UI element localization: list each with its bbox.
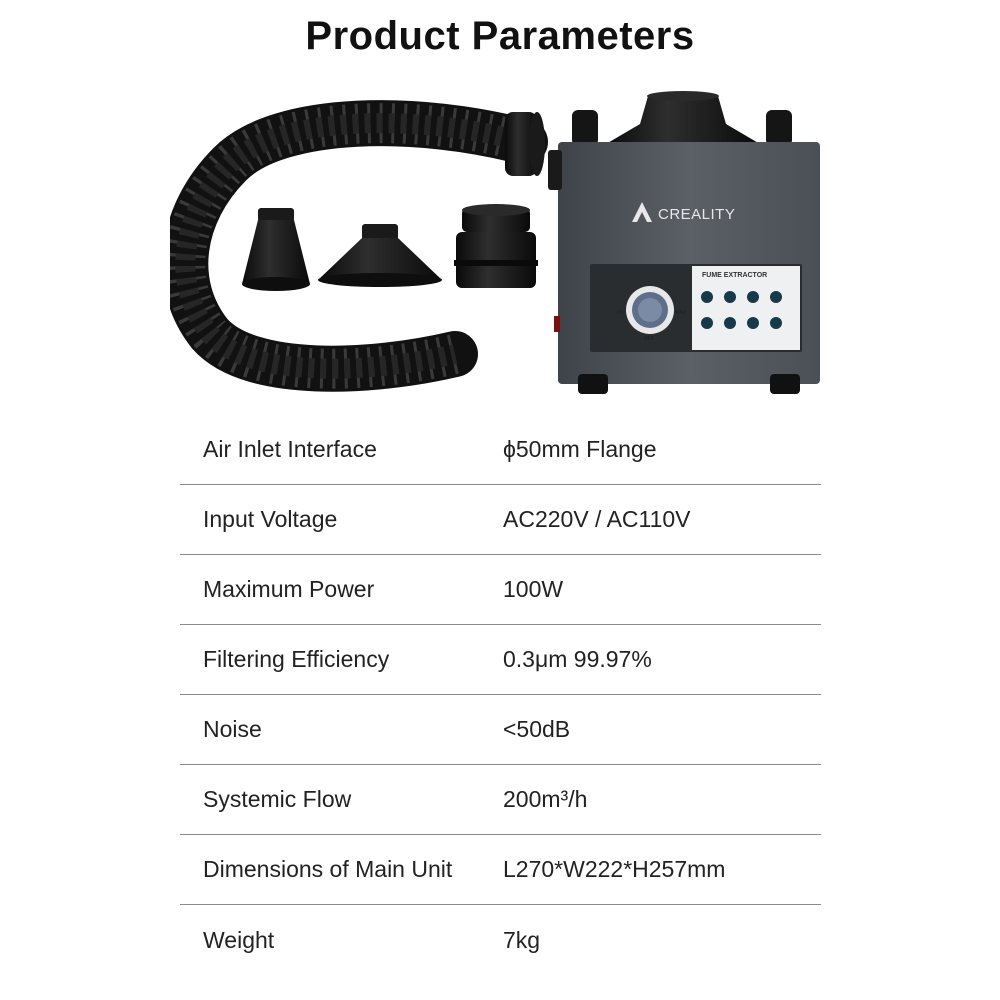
panel-label: FUME EXTRACTOR (702, 272, 768, 279)
spec-label: Noise (203, 716, 262, 742)
brand-name: CREALITY (658, 206, 736, 223)
spec-value: 200m³/h (503, 786, 588, 812)
knob-on-label: ON (616, 310, 624, 316)
spec-label: Maximum Power (203, 576, 375, 602)
fume-extractor-unit (548, 91, 820, 394)
knob-off-label: OFF (644, 336, 654, 342)
product-image (170, 84, 830, 404)
spec-row (180, 415, 821, 485)
spec-label: Dimensions of Main Unit (203, 856, 453, 882)
spec-value: L270*W222*H257mm (503, 856, 726, 882)
spec-table (180, 415, 821, 975)
page-title: Product Parameters (305, 14, 695, 58)
spec-row (180, 835, 821, 905)
spec-row (180, 485, 821, 555)
spec-row (180, 905, 821, 975)
spec-value: <50dB (503, 716, 571, 742)
spec-row (180, 765, 821, 835)
spec-value: 100W (503, 576, 564, 602)
spec-label: Air Inlet Interface (203, 436, 377, 462)
spec-label: Weight (203, 926, 275, 953)
spec-label: Input Voltage (203, 506, 338, 532)
spec-value: 0.3μm 99.97% (503, 646, 652, 672)
spec-row (180, 695, 821, 765)
spec-value: AC220V / AC110V (503, 506, 691, 532)
spec-label: Systemic Flow (203, 786, 352, 812)
spec-value: ϕ50mm Flange (503, 436, 657, 462)
spec-value: 7kg (503, 926, 541, 953)
nozzle-attachments (242, 204, 538, 291)
spec-row (180, 555, 821, 625)
knob-max-label: MAX (675, 310, 687, 316)
spec-row (180, 625, 821, 695)
spec-label: Filtering Efficiency (203, 646, 390, 672)
